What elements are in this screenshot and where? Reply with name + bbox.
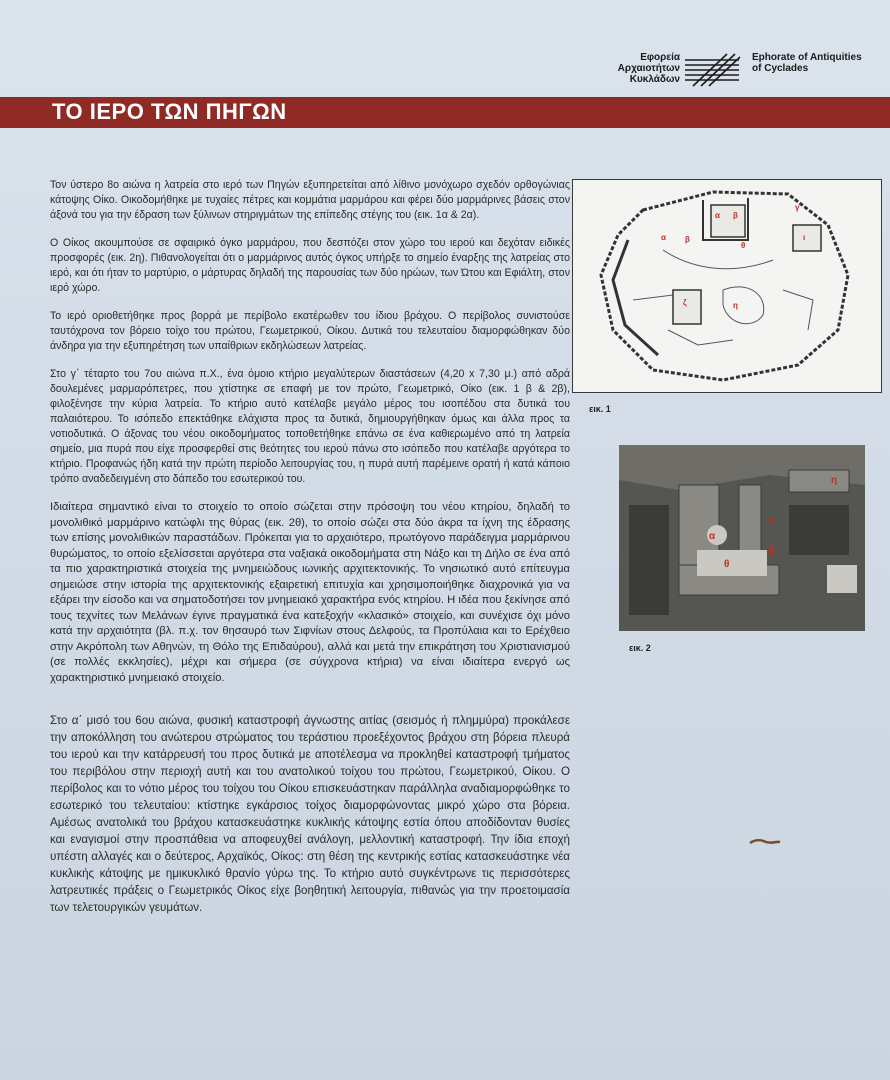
site-plan-drawing <box>573 180 881 392</box>
fig1-label-6: γ <box>795 203 800 212</box>
fig2-label-3: ε <box>769 515 774 526</box>
text-column <box>50 178 570 929</box>
fig1-label-9: ι <box>803 233 806 242</box>
excavation-photo-drawing <box>619 445 865 631</box>
ephorate-name-greek: Εφορεία Αρχαιοτήτων Κυκλάδων <box>617 52 680 85</box>
fig1-label-5: β <box>685 235 690 244</box>
paragraph-geometric-oikos: Τον ύστερο 8ο αιώνα η λατρεία στο ιερό των Πηγών εξυπηρετείται από λίθινο μονόχωρο σχεδόν ορθογώνιας κάτοψης Οίκο. Οικοδομήθηκε με τυχαίες πέτρες και κομμάτια μαρμάρου και φέρει δύο μαρμάρινες βάσεις στον άξονά του για την έδραση των ξύλινων στηριγμάτων της επίπεδης στέγης του (εικ. 1α & 2α). <box>50 179 570 221</box>
fig1-label-1: α <box>715 211 720 220</box>
paragraph-natural-disaster: Στο α΄ μισό του 6ου αιώνα, φυσική καταστροφή άγνωστης αιτίας (σεισμός ή πλημμύρα) προκάλεσε την αποκόλληση του ανώτερου στρώματος του τεράστιου προεξέχοντος βράχου στη βόρεια πλευρά του ιερού και την κατάρρευσή του προς δυτικά με αποτέλεσμα να προκληθεί καταστροφή τμήματος του περιβόλου στην περιοχή αυτή και του ανατολικού τοίχου του πρώτου, Γεωμετρικού, Οίκου. Ο περίβολος και το νότιο μέρος του τοίχου του Οίκου επισκευάστηκαν παράλληλα αναδιαμορφώθηκε το εσωτερικό του τελευταίου: κτίστηκε εγκάρσιος τοίχος διαμορφώνοντας μικρό χώρο στα βόρεια. Αμέσως ανατολικά του βράχου κατασκευάστηκε κυκλικής κάτοψης εστία όπου αποδίδονταν θυσίες και εναγισμοί στην προσπάθεια να αποφευχθεί ανάλογη, μελλοντική καταστροφή. Την ίδια εποχή υπέστη αλλαγές και ο δεύτερος, Αρχαϊκός, Οίκος: στη θέση της κεντρικής εστίας κατασκευάστηκε νέα κυκλικής κάτοψης με ημικυκλικό θρανίο γύρω της. Το κτήριο αυτό συγκέντρωνε τις περισσότερες λατρευτικές πράξεις ο Γεωμετρικός Οίκος είχε βοηθητική λειτουργία, πιθανώς για την προετοιμασία των τελετουργικών γευμάτων. <box>50 714 570 914</box>
fig1-label-3: θ <box>741 241 746 250</box>
fig1-label-8: η <box>733 301 738 310</box>
site-plan-figure <box>572 179 882 393</box>
fig2-label-5: β <box>769 545 776 556</box>
page-title: ΤΟ ΙΕΡΟ ΤΩΝ ΠΗΓΩΝ <box>52 99 287 124</box>
paragraph-enclosure: Το ιερό οριοθετήθηκε προς βορρά με περίβολο εκατέρωθεν του ίδιου βράχου. Ο περίβολος συνιστούσε ταυτόχρονα τον βόρειο τοίχο του πρώτου, Γεωμετρικού, Οίκου. Δυτικά του τελευταίου διαμορφώθηκαν δύο άνδηρα για την εξυπηρέτηση των υπαίθριων εκδηλώσεων λατρείας. <box>50 310 570 352</box>
ephorate-logo-icon <box>683 52 741 88</box>
figure-2-caption: εικ. 2 <box>629 643 651 653</box>
ephorate-name-english: Ephorate of Antiquities of Cyclades <box>752 52 862 74</box>
paint-chip-mark <box>748 838 782 846</box>
paragraph-marble-rock: Ο Οίκος ακουμπούσε σε σφαιρικό όγκο μαρμάρου, που δεσπόζει στον χώρο του ιερού και δεχόταν ειδικές προσφορές (εικ. 2η). Πιθανολογείται ότι ο μαρμάρινος αυτός όγκος υπήρξε το σημείο έναρξης της λατρείας στο ιερό, και ότι ήταν το μαρτύριο, ο μάρτυρας δηλαδή της παρουσίας των δύο ηρώων, των Ώτου και Εφιάλτη, στον ιερό χώρο. <box>50 237 570 294</box>
fig2-label-4: η <box>831 475 838 486</box>
excavation-photo <box>619 445 865 631</box>
fig1-label-2: β <box>733 211 738 220</box>
fig1-label-4: α <box>661 233 666 242</box>
fig2-label-1: θ <box>724 559 730 570</box>
figure-1-caption: εικ. 1 <box>589 404 611 414</box>
paragraph-marble-threshold: Ιδιαίτερα σημαντικό είναι το στοιχείο το οποίο σώζεται στην πρόσοψη του νέου κτηρίου, δηλαδή το μονολιθικό μαρμάρινο κατώφλι της θύρας (εικ. 2θ), το οποίο σώζει στα δύο άκρα τα ίχνη της έδρασης των επίσης μονολιθικών παραστάδων. Πρόκειται για το αρχαιότερο, πρωτόγονο παράδειγμα μαρμάρινου θυρώματος, το οποίο εξελίσσεται αργότερα στα ναξιακά οικοδομήματα στη Νάξο και τη Δήλο σε ένα από τα πιο χαρακτηριστικά στοιχεία της μνημειώδους ιωνικής αρχιτεκτονικής. Το νησιωτικό αυτό επίτευγμα σημειώσε στην ιστορία της αρχιτεκτονικής εξαιρετική επιτυχία και χρησιμοποιήθηκε διαχρονικά για να εξάρει την είσοδο και να σηματοδοτήσει τον μνημειακό χαρακτήρα ενός κτηρίου. Η ιδέα που ξεκίνησε από τους τεχνίτες των Μελάνων έγινε πραγματικά ένα κατεξοχήν «κλασικό» στοιχείο, και συνέχισε όχι μόνο κατά την αρχαιότητα (βλ. π.χ. τον θησαυρό των Σιφνίων στους Δελφούς, τα Προπύλαια και το Ερέχθειο στην Ακρόπολη των Αθηνών, τη Θόλο της Επιδαύρου), αλλά και μετά την επικράτηση του Χριστιανισμού (σε πολλές εκκλησίες), μέχρι και σήμερα (σε σύγχρονα κτήρια) να είναι ιδιαίτερα ενεργό ως χαρακτηριστικό μνημειακό στοιχείο. <box>50 501 570 684</box>
paragraph-archaic-building: Στο γ΄ τέταρτο του 7ου αιώνα π.Χ., ένα όμοιο κτήριο μεγαλύτερων διαστάσεων (4,20 x 7,30 μ.) από αδρά δουλεμένες μαρμαρόπετρες, που χτίστηκε σε επαφή με τον πρώτο, Γεωμετρικό, Οίκο (εικ. 1 β & 2β), φιλοξένησε την κύρια λατρεία. Το κτήριο αυτό κατέλαβε μεγάλο μέρος του ισοπέδου στα δυτικά του παλαιότερου. Το ισόπεδο επεκτάθηκε ελάχιστα προς τα δυτικά, δημιουργήθηκαν όμως και άλλα προς τα νοτιοδυτικά. Ο άξονας του νέου οικοδομήματος τοποθετήθηκε επάνω σε ένα καθιερωμένο από τη λατρεία σημείο, μια πυρά που είχε προσφερθεί στις θεότητες του ιερού πάνω στο ισόπεδο που κατέλαβε αργότερα το κτήριο. Προφανώς ήδη κατά την πρώτη περίοδο λειτουργίας του, η πυρά αυτή παρέμεινε ορατή ή κατά κάποιο τρόπο αναδεδειγμένη στο δάπεδο του εσωτερικού του. <box>50 368 570 485</box>
fig2-label-2: α <box>709 531 716 542</box>
fig1-label-7: ζ <box>683 298 687 307</box>
